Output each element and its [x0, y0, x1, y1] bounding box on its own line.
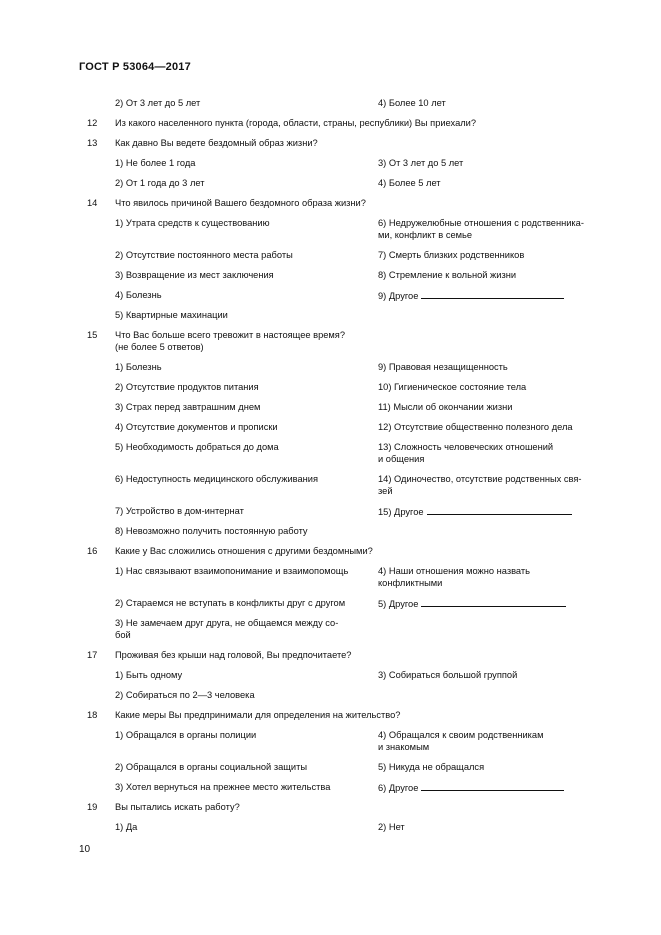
question-text: Проживая без крыши над головой, Вы предпочитаете?: [115, 650, 352, 660]
answer-option: 12) Отсутствие общественно полезного дела: [378, 422, 573, 432]
question-number: 15: [87, 330, 98, 340]
answer-option: 1) Утрата средств к существованию: [115, 218, 270, 228]
answer-option: 1) Быть одному: [115, 670, 183, 680]
question-number: 13: [87, 138, 98, 148]
answer-option: 1) Нас связывают взаимопонимание и взаимопомощь: [115, 566, 349, 576]
answer-option-other: [378, 506, 572, 519]
question-text: Вы пытались искать работу?: [115, 802, 240, 812]
question-text: Что Вас больше всего тревожит в настоящее время? (не более 5 ответов): [115, 330, 346, 352]
question-text: Какие у Вас сложились отношения с другими бездомными?: [115, 546, 373, 556]
answer-option: 3) Не замечаем друг друга, не общаемся между со- бой: [115, 618, 339, 640]
answer-option: 4) Отсутствие документов и прописки: [115, 422, 278, 432]
question-number: 19: [87, 802, 98, 812]
answer-option: 1) Болезнь: [115, 362, 162, 372]
answer-option: 10) Гигиеническое состояние тела: [378, 382, 527, 392]
question-text: Какие меры Вы предпринимали для определения на жительство?: [115, 710, 401, 720]
answer-option: 4) Обращался к своим родственникам и знакомым: [378, 730, 544, 752]
answer-option: 4) Более 5 лет: [378, 178, 441, 188]
question-number: 18: [87, 710, 98, 720]
answer-option-other: [378, 598, 566, 611]
answer-option: 8) Стремление к вольной жизни: [378, 270, 517, 280]
fill-in-line[interactable]: [421, 782, 564, 791]
answer-option: 4) Наши отношения можно назвать конфликтными: [378, 566, 531, 588]
answer-option: 3) От 3 лет до 5 лет: [378, 158, 464, 168]
answer-option: 1) Не более 1 года: [115, 158, 196, 168]
question-text: Из какого населенного пункта (города, области, страны, республики) Вы приехали?: [115, 118, 477, 128]
question-number: 12: [87, 118, 98, 128]
answer-option: 5) Квартирные махинации: [115, 310, 228, 320]
fill-in-line[interactable]: [421, 290, 564, 299]
answer-option: 6) Недоступность медицинского обслуживания: [115, 474, 319, 484]
answer-option: 3) Собираться большой группой: [378, 670, 518, 680]
answer-option: 14) Одиночество, отсутствие родственных свя- зей: [378, 474, 582, 496]
answer-option: 13) Сложность человеческих отношений и общения: [378, 442, 554, 464]
question-text: Как давно Вы ведете бездомный образ жизни?: [115, 138, 318, 148]
answer-option: 3) Хотел вернуться на прежнее место жительства: [115, 782, 331, 792]
answer-option-label: 6) Другое: [378, 783, 419, 793]
page-number: 10: [79, 844, 91, 855]
answer-option: 4) Болезнь: [115, 290, 162, 300]
answer-option-label: 5) Другое: [378, 599, 419, 609]
answer-option: 2) Обращался в органы социальной защиты: [115, 762, 308, 772]
continued-option-left: 2) От 3 лет до 5 лет: [115, 98, 201, 108]
answer-option: 2) Собираться по 2—3 человека: [115, 690, 255, 700]
question-number: 16: [87, 546, 98, 556]
answer-option: 6) Недружелюбные отношения с родственника- ми, конфликт в семье: [378, 218, 584, 240]
answer-option: 3) Возвращение из мест заключения: [115, 270, 274, 280]
continued-option-right: 4) Более 10 лет: [378, 98, 446, 108]
answer-option: 2) Стараемся не вступать в конфликты друг с другом: [115, 598, 346, 608]
answer-option: 5) Никуда не обращался: [378, 762, 485, 772]
answer-option: 11) Мысли об окончании жизни: [378, 402, 513, 412]
answer-option-label: 15) Другое: [378, 507, 424, 517]
question-text: Что явилось причиной Вашего бездомного образа жизни?: [115, 198, 366, 208]
document-header: ГОСТ Р 53064—2017: [79, 61, 191, 73]
answer-option: 1) Да: [115, 822, 138, 832]
answer-option: 7) Смерть близких родственников: [378, 250, 525, 260]
fill-in-line[interactable]: [427, 506, 572, 515]
question-number: 17: [87, 650, 98, 660]
answer-option: 2) Нет: [378, 822, 405, 832]
answer-option: 2) Отсутствие постоянного места работы: [115, 250, 293, 260]
answer-option: 2) Отсутствие продуктов питания: [115, 382, 259, 392]
answer-option-other: [378, 290, 564, 303]
fill-in-line[interactable]: [421, 598, 566, 607]
answer-option: 8) Невозможно получить постоянную работу: [115, 526, 308, 536]
answer-option: 5) Необходимость добраться до дома: [115, 442, 279, 452]
answer-option: 9) Правовая незащищенность: [378, 362, 508, 372]
answer-option-label: 9) Другое: [378, 291, 419, 301]
answer-option: 1) Обращался в органы полиции: [115, 730, 257, 740]
answer-option-other: [378, 782, 564, 795]
answer-option: 3) Страх перед завтрашним днем: [115, 402, 261, 412]
question-number: 14: [87, 198, 98, 208]
answer-option: 7) Устройство в дом-интернат: [115, 506, 244, 516]
answer-option: 2) От 1 года до 3 лет: [115, 178, 205, 188]
